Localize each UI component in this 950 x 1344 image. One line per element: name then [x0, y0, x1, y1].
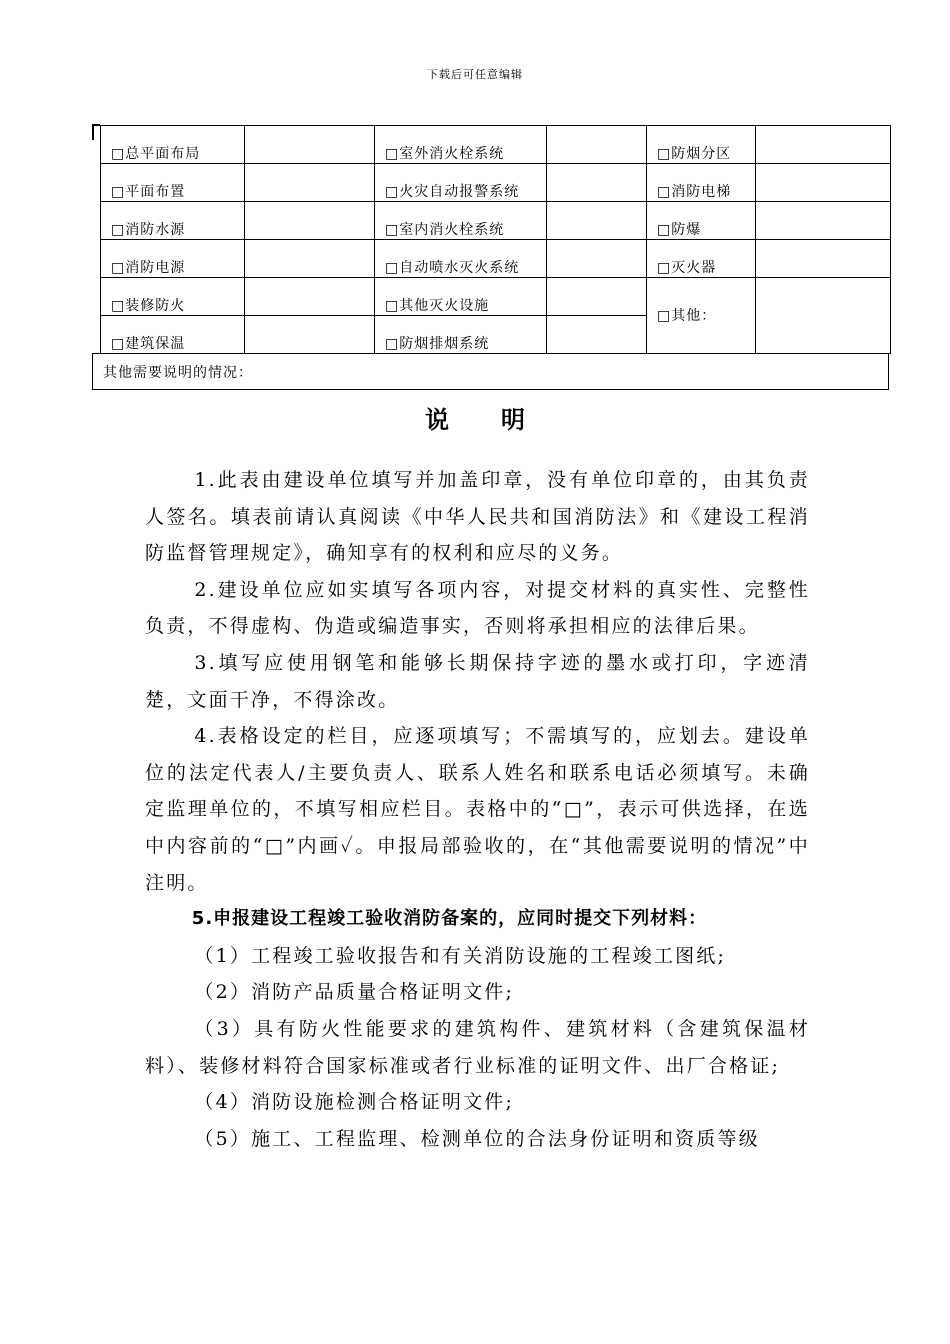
input-cell[interactable] [245, 202, 375, 240]
fire-facility-checklist-table [100, 125, 891, 354]
other-remarks-field[interactable] [92, 353, 889, 390]
checkbox-item[interactable]: □防烟分区 [647, 126, 756, 164]
checkbox-item-other[interactable]: □其他： [647, 278, 756, 354]
input-cell[interactable] [245, 240, 375, 278]
input-cell[interactable] [245, 278, 375, 316]
input-cell[interactable] [245, 164, 375, 202]
checkbox-item[interactable]: □其他灭火设施 [375, 278, 547, 316]
instruction-paragraph: 5.申报建设工程竣工验收消防备案的，应同时提交下列材料： [191, 908, 708, 930]
instruction-paragraph: 3.填写应使用钢笔和能够长期保持字迹的墨水或打印，字迹清楚，文面干净，不得涂改。 [145, 651, 810, 711]
instructions-body [145, 462, 810, 1157]
input-cell[interactable] [756, 278, 891, 354]
material-item: （3）具有防火性能要求的建筑构件、建筑材料（含建筑保温材料）、装修材料符合国家标准或者行业标准的证明文件、出厂合格证; [145, 1017, 810, 1077]
checkbox-item[interactable]: □平面布置 [101, 164, 245, 202]
table-row [101, 240, 891, 278]
input-cell[interactable] [756, 126, 891, 164]
input-cell[interactable] [547, 316, 647, 354]
input-cell[interactable] [756, 240, 891, 278]
checkbox-item[interactable]: □室内消火栓系统 [375, 202, 547, 240]
checkbox-item[interactable]: □防爆 [647, 202, 756, 240]
checkbox-item[interactable]: □室外消火栓系统 [375, 126, 547, 164]
input-cell[interactable] [547, 202, 647, 240]
checkbox-item[interactable]: □消防电源 [101, 240, 245, 278]
checkbox-item[interactable]: □自动喷水灭火系统 [375, 240, 547, 278]
input-cell[interactable] [547, 278, 647, 316]
input-cell[interactable] [756, 164, 891, 202]
input-cell[interactable] [547, 126, 647, 164]
table-row [101, 164, 891, 202]
instruction-paragraph: 2.建设单位应如实填写各项内容，对提交材料的真实性、完整性负责，不得虚构、伪造或编造事实，否则将承担相应的法律后果。 [145, 578, 810, 638]
header-note: 下载后可任意编辑 [427, 68, 523, 81]
input-cell[interactable] [547, 164, 647, 202]
other-remarks-label: 其他需要说明的情况： [103, 365, 253, 381]
input-cell[interactable] [245, 126, 375, 164]
material-item: （1）工程竣工验收报告和有关消防设施的工程竣工图纸; [194, 944, 727, 967]
instruction-paragraph: 4.表格设定的栏目，应逐项填写；不需填写的，应划去。建设单位的法定代表人/主要负责人、联系人姓名和联系电话必须填写。未确定监理单位的，不填写相应栏目。表格中的“□”，表示可供选择，在选中内容前的“□”内画✓。申报局部验收的，在“其他需要说明的情况”中注明。 [145, 725, 810, 894]
input-cell[interactable] [756, 202, 891, 240]
checkbox-item[interactable]: □装修防火 [101, 278, 245, 316]
material-item: （2）消防产品质量合格证明文件; [194, 981, 515, 1004]
instruction-paragraph: 1.此表由建设单位填写并加盖印章，没有单位印章的，由其负责人签名。填表前请认真阅读《中华人民共和国消防法》和《建设工程消防监督管理规定》，确知享有的权利和应尽的义务。 [145, 469, 810, 565]
checkbox-item[interactable]: □建筑保温 [101, 316, 245, 354]
checkbox-item[interactable]: □消防水源 [101, 202, 245, 240]
material-item: （5）施工、工程监理、检测单位的合法身份证明和资质等级 [194, 1127, 760, 1150]
checkbox-item[interactable]: □火灾自动报警系统 [375, 164, 547, 202]
input-cell[interactable] [547, 240, 647, 278]
table-row [101, 126, 891, 164]
checkbox-item[interactable]: □防烟排烟系统 [375, 316, 547, 354]
table-row [101, 202, 891, 240]
section-title: 说明 [425, 405, 577, 434]
corner-mark-vertical [92, 124, 94, 140]
checkbox-item[interactable]: □灭火器 [647, 240, 756, 278]
input-cell[interactable] [245, 316, 375, 354]
material-item: （4）消防设施检测合格证明文件; [194, 1091, 515, 1114]
checkbox-item[interactable]: □消防电梯 [647, 164, 756, 202]
checkbox-item[interactable]: □总平面布局 [101, 126, 245, 164]
table-row [101, 278, 891, 316]
